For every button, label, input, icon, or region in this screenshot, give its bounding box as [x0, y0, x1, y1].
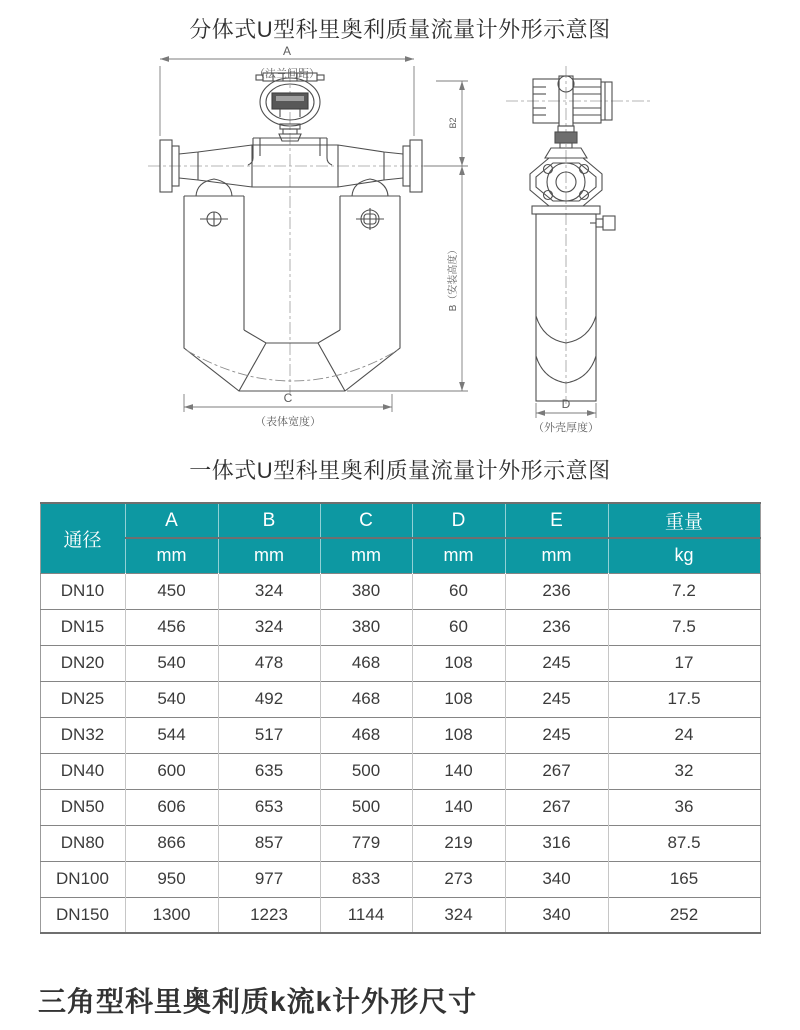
dim-d-label: D	[561, 397, 571, 411]
cell-weight: 165	[608, 861, 760, 897]
cell-e: 267	[505, 789, 608, 825]
header-row-units	[40, 538, 760, 573]
cell-c: 468	[320, 717, 412, 753]
cell-dn: DN80	[40, 825, 125, 861]
col-header-d: D	[412, 503, 505, 538]
cell-a: 456	[125, 609, 218, 645]
cell-a: 950	[125, 861, 218, 897]
cell-b: 517	[218, 717, 320, 753]
cell-weight: 36	[608, 789, 760, 825]
table-row	[40, 645, 760, 681]
cell-weight: 17	[608, 645, 760, 681]
cell-weight: 24	[608, 717, 760, 753]
cell-c: 779	[320, 825, 412, 861]
col-unit-e: mm	[505, 538, 608, 573]
cell-c: 833	[320, 861, 412, 897]
cell-e: 236	[505, 609, 608, 645]
header-row-labels	[40, 503, 760, 538]
cell-dn: DN10	[40, 573, 125, 609]
cell-b: 478	[218, 645, 320, 681]
table-row	[40, 789, 760, 825]
cell-b: 977	[218, 861, 320, 897]
cell-b: 492	[218, 681, 320, 717]
cell-dn: DN32	[40, 717, 125, 753]
dim-c-note: （表体宽度）	[255, 416, 321, 428]
cell-dn: DN25	[40, 681, 125, 717]
outline-diagram	[0, 46, 800, 446]
cell-c: 380	[320, 573, 412, 609]
col-unit-b: mm	[218, 538, 320, 573]
cell-a: 1300	[125, 897, 218, 933]
cell-c: 500	[320, 753, 412, 789]
cell-e: 245	[505, 681, 608, 717]
cell-b: 635	[218, 753, 320, 789]
table-row	[40, 861, 760, 897]
cell-b: 857	[218, 825, 320, 861]
dim-d-note: （外壳厚度）	[533, 422, 599, 434]
cell-a: 544	[125, 717, 218, 753]
centerlines	[148, 66, 650, 404]
cell-d: 108	[412, 717, 505, 753]
front-view	[160, 73, 422, 391]
cell-c: 380	[320, 609, 412, 645]
table-row	[40, 825, 760, 861]
cell-e: 316	[505, 825, 608, 861]
cell-dn: DN50	[40, 789, 125, 825]
dim-a-note: （法兰间距）	[254, 68, 320, 80]
cell-d: 108	[412, 681, 505, 717]
cell-a: 540	[125, 681, 218, 717]
cell-c: 468	[320, 645, 412, 681]
cell-weight: 7.5	[608, 609, 760, 645]
col-unit-d: mm	[412, 538, 505, 573]
cell-weight: 252	[608, 897, 760, 933]
table-row	[40, 717, 760, 753]
table-row	[40, 609, 760, 645]
cell-a: 866	[125, 825, 218, 861]
cell-a: 606	[125, 789, 218, 825]
cell-e: 236	[505, 573, 608, 609]
hidden-tube-arc	[186, 350, 398, 381]
cell-d: 273	[412, 861, 505, 897]
cell-c: 500	[320, 789, 412, 825]
cell-b: 653	[218, 789, 320, 825]
cell-weight: 7.2	[608, 573, 760, 609]
cell-c: 468	[320, 681, 412, 717]
cell-e: 267	[505, 753, 608, 789]
dimension-table	[40, 502, 761, 934]
col-header-e: E	[505, 503, 608, 538]
cell-dn: DN100	[40, 861, 125, 897]
col-header-c: C	[320, 503, 412, 538]
cell-b: 324	[218, 609, 320, 645]
col-header-diameter: 通径	[40, 503, 125, 573]
integrated-type-title: 一体式U型科里奥利质量流量计外形示意图	[189, 458, 611, 483]
cell-e: 245	[505, 645, 608, 681]
cell-weight: 17.5	[608, 681, 760, 717]
side-view	[530, 76, 615, 401]
cell-e: 340	[505, 897, 608, 933]
cell-b: 324	[218, 573, 320, 609]
cell-b: 1223	[218, 897, 320, 933]
table-row	[40, 681, 760, 717]
dim-b2-label: B2	[448, 117, 458, 129]
triangle-section-heading: 三角型科里奥利质k流k计外形尺寸	[38, 986, 478, 1017]
cell-d: 108	[412, 645, 505, 681]
col-unit-a: mm	[125, 538, 218, 573]
cell-d: 140	[412, 789, 505, 825]
col-header-weight: 重量	[608, 503, 760, 538]
dim-c-label: C	[283, 391, 293, 405]
split-type-title: 分体式U型科里奥利质量流量计外形示意图	[189, 17, 611, 42]
cell-d: 60	[412, 573, 505, 609]
cell-dn: DN150	[40, 897, 125, 933]
cell-d: 60	[412, 609, 505, 645]
cell-weight: 87.5	[608, 825, 760, 861]
table-row	[40, 897, 760, 933]
cell-dn: DN20	[40, 645, 125, 681]
cell-d: 140	[412, 753, 505, 789]
dim-b-label: B（安装高度）	[448, 244, 459, 312]
col-unit-c: mm	[320, 538, 412, 573]
cell-e: 245	[505, 717, 608, 753]
cell-weight: 32	[608, 753, 760, 789]
cell-e: 340	[505, 861, 608, 897]
cell-c: 1144	[320, 897, 412, 933]
cell-a: 600	[125, 753, 218, 789]
cell-a: 540	[125, 645, 218, 681]
cell-dn: DN40	[40, 753, 125, 789]
front-dimensions	[160, 59, 468, 412]
dim-a-label: A	[282, 46, 292, 58]
cell-dn: DN15	[40, 609, 125, 645]
col-header-b: B	[218, 503, 320, 538]
cell-a: 450	[125, 573, 218, 609]
table-row	[40, 573, 760, 609]
col-header-a: A	[125, 503, 218, 538]
table-row	[40, 753, 760, 789]
cell-d: 324	[412, 897, 505, 933]
cell-d: 219	[412, 825, 505, 861]
col-unit-weight: kg	[608, 538, 760, 573]
